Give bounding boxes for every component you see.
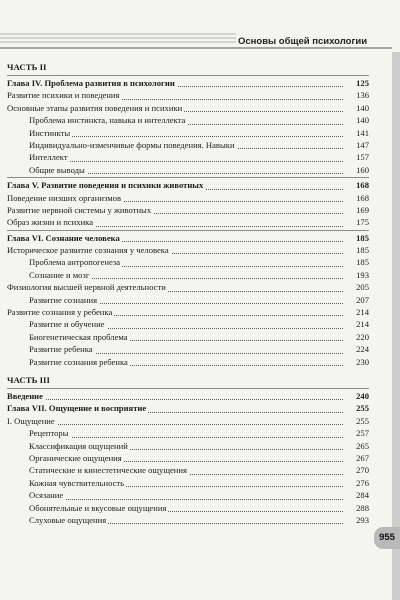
toc-entry[interactable] xyxy=(7,244,369,256)
entry-page: 140 xyxy=(345,102,369,114)
part-heading: ЧАСТЬ III xyxy=(7,374,50,385)
toc-entry[interactable] xyxy=(7,514,369,526)
dot-leader xyxy=(29,160,343,162)
entry-page: 136 xyxy=(345,89,369,101)
toc-entry[interactable] xyxy=(7,127,369,139)
entry-title: Слуховые ощущения xyxy=(29,514,107,525)
entry-title: Глава IV. Проблема развития в психологии xyxy=(7,78,175,88)
entry-page: 257 xyxy=(345,427,369,439)
entry-page: 265 xyxy=(345,440,369,452)
entry-page: 169 xyxy=(345,204,369,216)
entry-title: Развитие психики и поведения xyxy=(7,90,120,101)
entry-title: Основные этапы развития поведения и психики xyxy=(7,102,183,113)
toc-entry[interactable] xyxy=(7,89,369,101)
dot-leader xyxy=(29,436,343,438)
toc-entry[interactable] xyxy=(7,216,369,228)
entry-title: Развитие сознания xyxy=(29,294,98,305)
entry-title: Глава VII. Ощущение и восприятие xyxy=(7,403,147,414)
rule-divider xyxy=(7,230,369,231)
toc-entry[interactable] xyxy=(7,164,369,176)
toc-entry[interactable] xyxy=(7,102,369,114)
entry-title: I. Ощущение xyxy=(7,415,55,426)
toc-entry[interactable] xyxy=(7,427,369,439)
entry-title: Кожная чувствительность xyxy=(29,477,125,488)
entry-title: Развитие сознания у ребенка xyxy=(7,307,113,318)
toc-entry[interactable] xyxy=(7,114,369,126)
entry-page: 147 xyxy=(345,139,369,151)
entry-title: Осязание xyxy=(29,490,64,501)
entry-page: 140 xyxy=(345,114,369,126)
toc-entry[interactable] xyxy=(7,331,369,343)
entry-title: Глава VI. Сознание человека xyxy=(7,232,120,243)
entry-title: Физиология высшей нервной деятельности xyxy=(7,282,166,293)
entry-title: Общие выводы xyxy=(29,164,85,175)
entry-title: Биогенетическая проблема xyxy=(29,331,128,342)
entry-title: Индивидуально-изменчивые формы поведения. Навыки xyxy=(29,139,235,150)
entry-title: Сознание и мозг xyxy=(29,269,90,280)
toc-entry[interactable] xyxy=(7,464,369,476)
toc-entry[interactable] xyxy=(7,415,369,427)
book-title: Основы общей психологии xyxy=(238,36,368,47)
entry-title: Рецепторы xyxy=(29,428,69,439)
entry-page: 267 xyxy=(345,452,369,464)
entry-title: Образ жизни и психика xyxy=(7,217,94,228)
page-edge-strip xyxy=(392,52,400,600)
entry-page: 160 xyxy=(345,164,369,176)
entry-page: 205 xyxy=(345,281,369,293)
entry-title: Введение xyxy=(7,390,43,401)
entry-page: 230 xyxy=(345,356,369,368)
toc-entry[interactable] xyxy=(7,489,369,501)
entry-title: Проблема инстинкта, навыка и интеллекта xyxy=(29,115,186,126)
running-header xyxy=(0,0,400,52)
chapter-entry[interactable] xyxy=(7,179,369,191)
entry-title: Статические и кинестетические ощущения xyxy=(29,465,187,476)
entry-page: 125 xyxy=(345,77,369,89)
dot-leader xyxy=(29,498,343,500)
entry-page: 276 xyxy=(345,477,369,489)
entry-page: 284 xyxy=(345,489,369,501)
entry-page: 293 xyxy=(345,514,369,526)
rule-divider xyxy=(7,75,369,76)
toc-entry[interactable] xyxy=(7,343,369,355)
toc-entry[interactable] xyxy=(7,139,369,151)
entry-page: 207 xyxy=(345,294,369,306)
entry-title: Развитие нервной системы у животных xyxy=(7,204,152,215)
rule-divider xyxy=(7,388,369,389)
table-of-contents xyxy=(7,61,369,526)
entry-title: Инстинкты xyxy=(29,127,71,138)
dot-leader xyxy=(29,135,343,137)
dot-leader xyxy=(7,398,343,400)
entry-page: 175 xyxy=(345,216,369,228)
entry-title: Историческое развитие сознания у человека xyxy=(7,245,169,256)
entry-page: 185 xyxy=(345,256,369,268)
toc-entry[interactable] xyxy=(7,306,369,318)
toc-entry[interactable] xyxy=(7,356,369,368)
entry-title: Развитие и обучение xyxy=(29,319,105,330)
entry-page: 255 xyxy=(345,402,369,414)
chapter-entry[interactable] xyxy=(7,232,369,244)
chapter-entry[interactable] xyxy=(7,390,369,402)
chapter-entry[interactable] xyxy=(7,402,369,414)
entry-title: Глава V. Развитие поведения и психики животных xyxy=(7,180,204,191)
entry-title: Обонятельные и вкусовые ощущения xyxy=(29,502,167,513)
entry-page: 288 xyxy=(345,502,369,514)
entry-title: Развитие сознания ребенка xyxy=(29,356,128,367)
entry-page: 193 xyxy=(345,269,369,281)
entry-page: 214 xyxy=(345,318,369,330)
toc-entry[interactable] xyxy=(7,477,369,489)
toc-entry[interactable] xyxy=(7,318,369,330)
entry-title: Органические ощущения xyxy=(29,452,122,463)
toc-entry[interactable] xyxy=(7,452,369,464)
page-number: 955 xyxy=(379,532,395,543)
entry-page: 240 xyxy=(345,390,369,402)
entry-title: Развитие ребенка xyxy=(29,344,93,355)
toc-entry[interactable] xyxy=(7,151,369,163)
entry-page: 141 xyxy=(345,127,369,139)
entry-page: 224 xyxy=(345,343,369,355)
toc-entry[interactable] xyxy=(7,281,369,293)
entry-page: 220 xyxy=(345,331,369,343)
toc-entry[interactable] xyxy=(7,204,369,216)
toc-entry[interactable] xyxy=(7,256,369,268)
part-heading: ЧАСТЬ II xyxy=(7,62,47,72)
toc-entry[interactable] xyxy=(7,502,369,514)
entry-page: 185 xyxy=(345,244,369,256)
rule-divider xyxy=(7,177,369,178)
entry-page: 157 xyxy=(345,151,369,163)
entry-page: 270 xyxy=(345,464,369,476)
entry-title: Поведение низших организмов xyxy=(7,192,122,203)
toc-entry[interactable] xyxy=(7,440,369,452)
entry-page: 255 xyxy=(345,415,369,427)
entry-title: Проблема антропогенеза xyxy=(29,257,121,268)
toc-entry[interactable] xyxy=(7,192,369,204)
entry-page: 168 xyxy=(345,179,369,191)
entry-page: 185 xyxy=(345,232,369,244)
dot-leader xyxy=(7,423,343,425)
chapter-entry[interactable] xyxy=(7,77,369,89)
entry-title: Классификация ощущений xyxy=(29,440,128,451)
entry-title: Интеллект xyxy=(29,152,68,163)
toc-entry[interactable] xyxy=(7,294,369,306)
entry-page: 168 xyxy=(345,192,369,204)
entry-page: 214 xyxy=(345,306,369,318)
toc-entry[interactable] xyxy=(7,269,369,281)
